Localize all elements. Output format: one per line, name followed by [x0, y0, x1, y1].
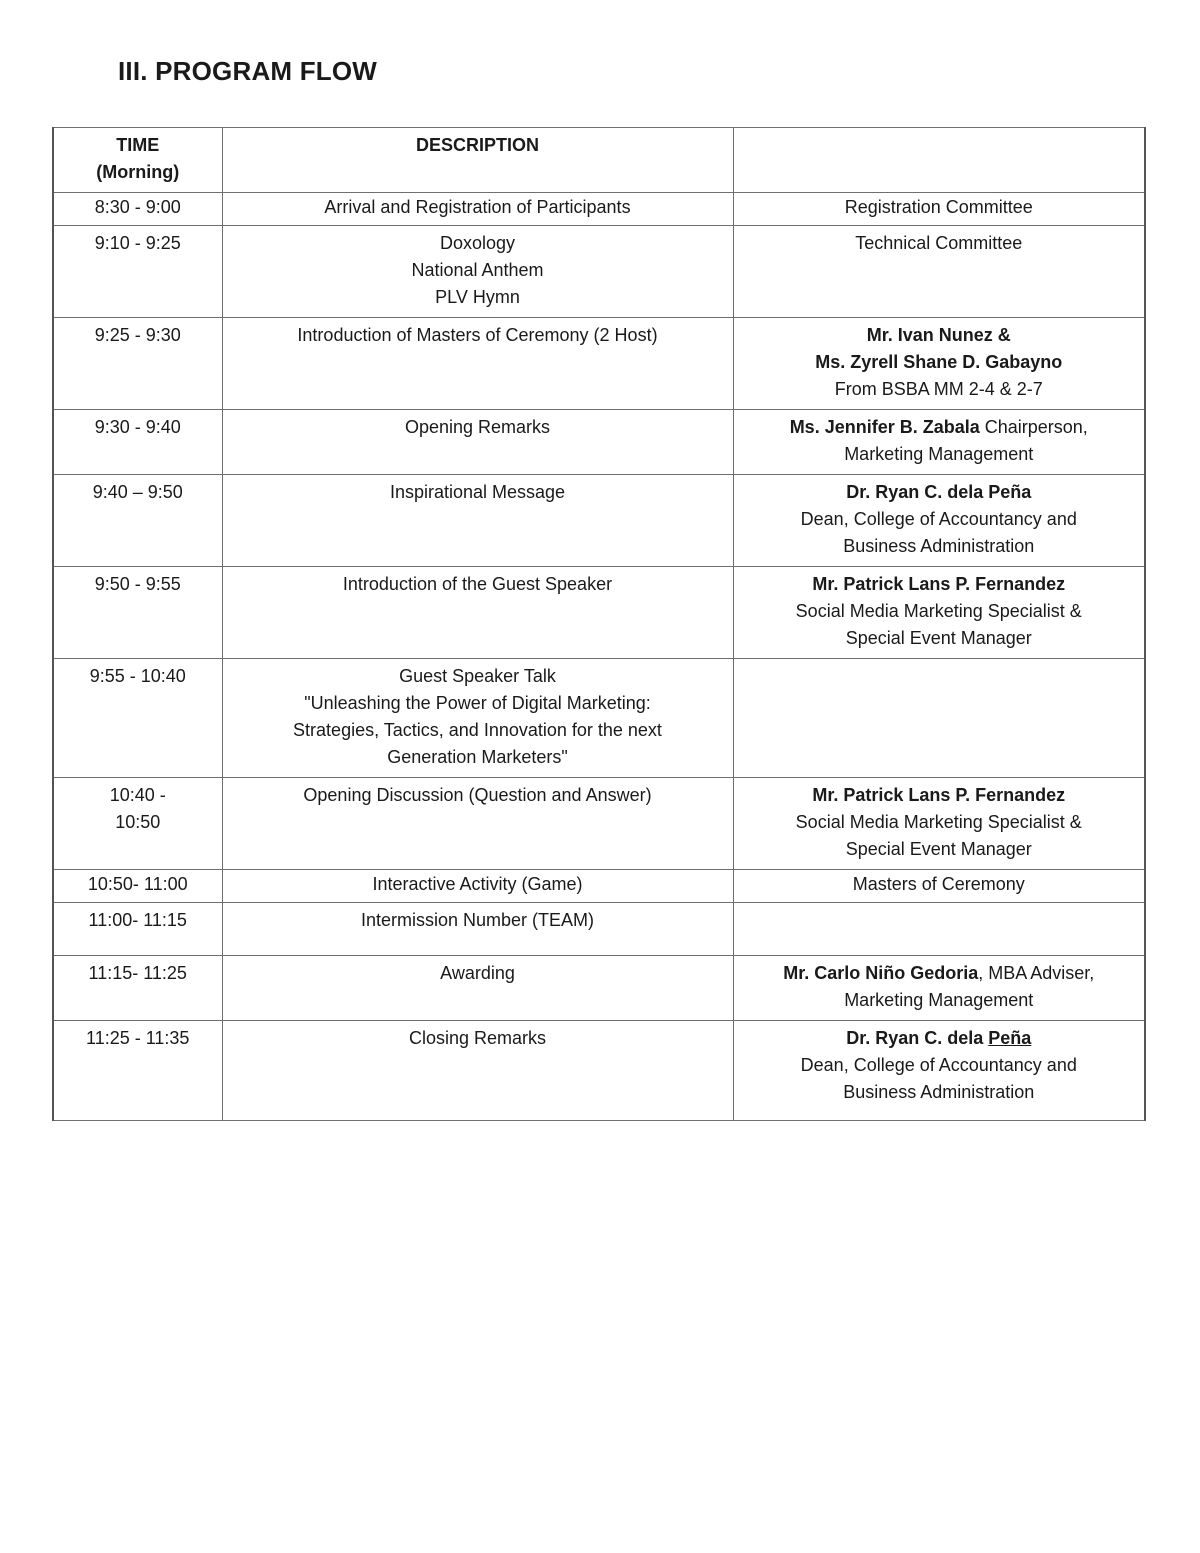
- table-header-row: [53, 128, 1145, 193]
- table-row: [53, 475, 1145, 567]
- person-line: Social Media Marketing Specialist &: [795, 812, 1082, 832]
- time-cell: 9:40 – 9:50: [53, 475, 222, 567]
- time-cell: 9:10 - 9:25: [53, 226, 222, 318]
- person-cell: [733, 318, 1145, 410]
- person-role: Chairperson,: [979, 417, 1088, 437]
- time-cell: 11:25 - 11:35: [53, 1021, 222, 1121]
- table-row: [53, 567, 1145, 659]
- person-name: Dr. Ryan C. dela Peña: [846, 482, 1032, 502]
- table-row: [53, 318, 1145, 410]
- person-cell: [733, 567, 1145, 659]
- person-role: , MBA Adviser,: [978, 963, 1095, 983]
- description-cell: [222, 778, 733, 870]
- description-line: Opening Remarks: [404, 417, 551, 437]
- page-title: III. PROGRAM FLOW: [118, 56, 378, 86]
- table-row: [53, 1021, 1145, 1121]
- description-line: Introduction of Masters of Ceremony (2 Host): [297, 325, 658, 345]
- header-time-period: (Morning): [96, 162, 180, 182]
- header-description: DESCRIPTION: [222, 128, 733, 193]
- description-cell: [222, 226, 733, 318]
- description-cell: [222, 567, 733, 659]
- description-cell: [222, 318, 733, 410]
- description-cell: [222, 410, 733, 475]
- description-cell: [222, 956, 733, 1021]
- table-row: [53, 956, 1145, 1021]
- description-line: "Unleashing the Power of Digital Marketing:: [304, 693, 651, 713]
- person-line: Masters of Ceremony: [852, 874, 1025, 894]
- person-name: Mr. Carlo Niño Gedoria: [783, 963, 979, 983]
- description-line: Closing Remarks: [408, 1028, 547, 1048]
- person-cell: [733, 903, 1145, 956]
- table-row: [53, 870, 1145, 903]
- description-line: Guest Speaker Talk: [399, 666, 556, 686]
- person-line: From BSBA MM 2-4 & 2-7: [834, 379, 1043, 399]
- person-line: Special Event Manager: [845, 628, 1032, 648]
- table-row: [53, 193, 1145, 226]
- description-line: Interactive Activity (Game): [372, 874, 583, 894]
- person-cell: [733, 870, 1145, 903]
- description-line: Awarding: [440, 963, 515, 983]
- person-line: Business Administration: [843, 536, 1035, 556]
- person-cell: [733, 778, 1145, 870]
- table-row: [53, 778, 1145, 870]
- person-line: Special Event Manager: [845, 839, 1032, 859]
- time-cell: 9:55 - 10:40: [53, 659, 222, 778]
- description-line: Arrival and Registration of Participants: [324, 197, 631, 217]
- person-cell: [733, 659, 1145, 778]
- description-line: Opening Discussion (Question and Answer): [303, 785, 652, 805]
- description-cell: [222, 903, 733, 956]
- time-cell: 10:50- 11:00: [53, 870, 222, 903]
- table-row: [53, 226, 1145, 318]
- time-cell: [53, 778, 222, 870]
- person-name: Mr. Ivan Nunez &: [866, 325, 1011, 345]
- person-name-underlined: Peña: [988, 1028, 1032, 1048]
- person-cell: [733, 410, 1145, 475]
- person-line: Business Administration: [843, 1082, 1035, 1102]
- time-cell: 9:25 - 9:30: [53, 318, 222, 410]
- person-line: Technical Committee: [855, 233, 1023, 253]
- person-name: Mr. Patrick Lans P. Fernandez: [812, 785, 1066, 805]
- person-line: Dean, College of Accountancy and: [800, 509, 1077, 529]
- description-cell: [222, 475, 733, 567]
- person-cell: [733, 193, 1145, 226]
- person-cell: [733, 475, 1145, 567]
- header-person: [733, 128, 1145, 193]
- description-cell: [222, 193, 733, 226]
- person-name: Ms. Jennifer B. Zabala: [789, 417, 980, 437]
- time-cell: 11:15- 11:25: [53, 956, 222, 1021]
- description-line: Introduction of the Guest Speaker: [342, 574, 613, 594]
- program-flow-table: [52, 127, 1146, 1121]
- person-line: Marketing Management: [844, 444, 1034, 464]
- person-name: Dr. Ryan C. dela: [846, 1028, 989, 1048]
- person-name: Mr. Patrick Lans P. Fernandez: [812, 574, 1066, 594]
- time-start: 10:40 -: [109, 785, 166, 805]
- description-cell: [222, 870, 733, 903]
- person-cell: [733, 1021, 1145, 1121]
- person-name: Ms. Zyrell Shane D. Gabayno: [815, 352, 1063, 372]
- person-cell: [733, 956, 1145, 1021]
- description-line: Generation Marketers": [387, 747, 568, 767]
- table-row: [53, 410, 1145, 475]
- person-line: Marketing Management: [844, 990, 1034, 1010]
- time-cell: 9:50 - 9:55: [53, 567, 222, 659]
- time-end: 10:50: [115, 812, 161, 832]
- table-row: [53, 659, 1145, 778]
- description-cell: [222, 659, 733, 778]
- description-line: Strategies, Tactics, and Innovation for the next: [293, 720, 662, 740]
- description-line: PLV Hymn: [435, 287, 520, 307]
- time-cell: 9:30 - 9:40: [53, 410, 222, 475]
- header-time: [53, 128, 222, 193]
- description-line: National Anthem: [411, 260, 544, 280]
- person-line: Registration Committee: [844, 197, 1033, 217]
- person-line: Dean, College of Accountancy and: [800, 1055, 1077, 1075]
- header-time-label: TIME: [116, 135, 160, 155]
- description-line: Doxology: [439, 233, 516, 253]
- person-line: Social Media Marketing Specialist &: [795, 601, 1082, 621]
- description-line: Intermission Number (TEAM): [360, 910, 595, 930]
- description-line: Inspirational Message: [389, 482, 566, 502]
- description-cell: [222, 1021, 733, 1121]
- time-cell: 8:30 - 9:00: [53, 193, 222, 226]
- time-cell: 11:00- 11:15: [53, 903, 222, 956]
- table-row: [53, 903, 1145, 956]
- person-cell: [733, 226, 1145, 318]
